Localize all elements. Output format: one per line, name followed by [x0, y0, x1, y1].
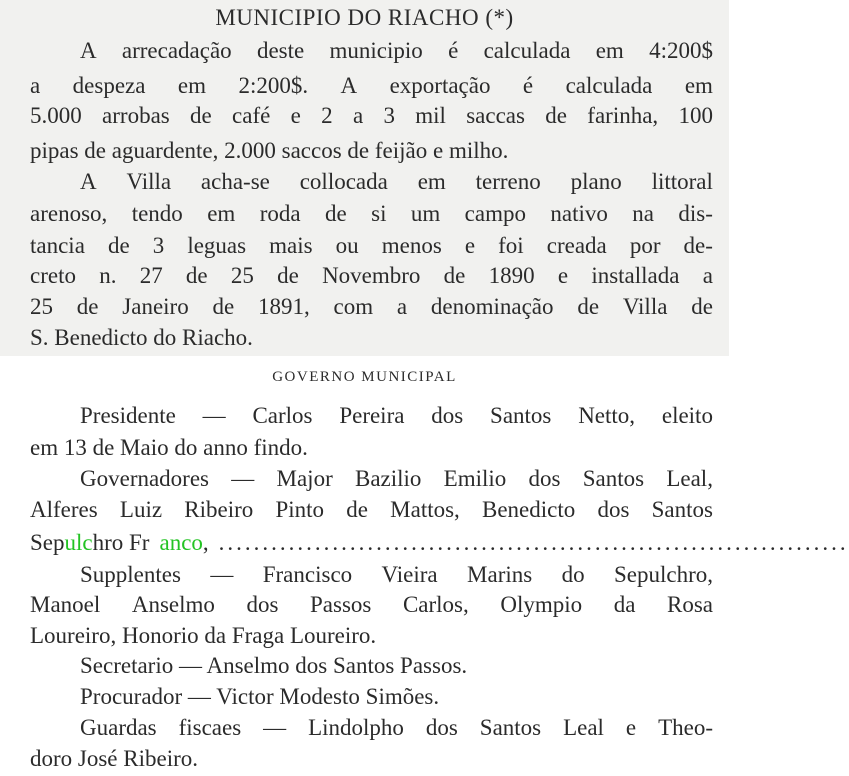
- word: Sepulchro,: [613, 562, 713, 587]
- word: 1890: [488, 263, 535, 288]
- word: Pinto: [275, 497, 325, 522]
- word: despeza: [72, 73, 146, 98]
- word: A: [80, 169, 97, 194]
- word: por: [629, 233, 661, 258]
- word: creto: [30, 263, 76, 288]
- word: saccas: [466, 103, 525, 128]
- word: Villa: [622, 294, 668, 319]
- word: a: [702, 263, 713, 288]
- word: exportação: [389, 73, 491, 98]
- word: installada: [591, 263, 680, 288]
- word: calculada: [565, 73, 653, 98]
- word: Passos: [310, 592, 372, 617]
- word: 2: [321, 103, 333, 128]
- word: de: [325, 201, 347, 226]
- word: em: [595, 38, 624, 63]
- word: é: [522, 73, 534, 98]
- word: Lindolpho: [308, 715, 404, 740]
- text-fragment: Sepulchro Fr anco,: [30, 530, 209, 555]
- word: Manoel: [30, 592, 101, 617]
- word: Leal: [563, 715, 604, 740]
- word: Supplentes: [80, 562, 181, 587]
- text-line: [80, 36, 713, 66]
- word: mil: [415, 103, 446, 128]
- text-line: [80, 713, 713, 743]
- word: Governadores: [80, 466, 210, 491]
- word: Benedicto: [482, 497, 576, 522]
- word: denominação: [430, 294, 554, 319]
- word: arenoso,: [30, 201, 108, 226]
- word: dos: [246, 592, 279, 617]
- word: 4:200$: [649, 38, 713, 63]
- text-line: S. Benedicto do Riacho.: [30, 325, 253, 350]
- word: Pereira: [339, 403, 405, 428]
- word: terreno: [475, 169, 541, 194]
- word: tancia: [30, 233, 85, 258]
- word: plano: [570, 169, 622, 194]
- word: —: [210, 562, 234, 587]
- word: arrobas: [102, 103, 170, 128]
- word: campo: [464, 201, 526, 226]
- word: A: [340, 73, 358, 98]
- word: Santos: [582, 466, 645, 491]
- word: eleito: [661, 403, 713, 428]
- word: e: [557, 263, 569, 288]
- word: em: [684, 73, 713, 98]
- green-mark: anco: [159, 530, 203, 555]
- word: —: [231, 466, 255, 491]
- word: acha-se: [200, 169, 270, 194]
- word: 3: [152, 233, 165, 258]
- word: A: [80, 38, 97, 63]
- word: a: [396, 294, 408, 319]
- word: Janeiro: [122, 294, 189, 319]
- word: de: [185, 263, 208, 288]
- word: em: [177, 73, 206, 98]
- word: Olympio: [500, 592, 583, 617]
- word: calculada: [483, 38, 571, 63]
- text-line: [80, 167, 713, 197]
- text-line: [30, 292, 713, 322]
- word: n.: [99, 263, 117, 288]
- word: dos: [431, 403, 464, 428]
- word: municipio: [329, 38, 423, 63]
- word: Novembro: [322, 263, 421, 288]
- word: —: [202, 403, 226, 428]
- word: 100: [678, 103, 713, 128]
- word: Rosa: [667, 592, 713, 617]
- word: farinha,: [587, 103, 659, 128]
- word: Carlos,: [402, 592, 469, 617]
- text-line: Loureiro, Honorio da Fraga Loureiro.: [30, 623, 377, 648]
- word: de-: [683, 233, 713, 258]
- word: dos: [528, 466, 561, 491]
- word: creada: [546, 233, 607, 258]
- word: fiscaes: [178, 715, 242, 740]
- text-line: [30, 261, 713, 291]
- word: Santos: [651, 497, 713, 522]
- word: Francisco: [262, 562, 353, 587]
- word: é: [448, 38, 459, 63]
- word: 27: [139, 263, 163, 288]
- section-heading: GOVERNO MUNICIPAL: [272, 369, 457, 385]
- word: Alferes: [30, 497, 98, 522]
- word: Presidente: [80, 403, 176, 428]
- word: em: [417, 169, 446, 194]
- word: dos: [425, 715, 458, 740]
- word: Vieira: [381, 562, 438, 587]
- word: Leal,: [666, 466, 713, 491]
- word: Emilio: [443, 466, 507, 491]
- word: littoral: [651, 169, 713, 194]
- word: de: [691, 294, 713, 319]
- word: 3: [383, 103, 395, 128]
- word: e: [464, 233, 476, 258]
- text-line-with-leader: [30, 528, 849, 558]
- green-mark: ulc: [64, 530, 93, 555]
- highlighted-text: [30, 528, 209, 558]
- word: de: [212, 294, 235, 319]
- word: e: [290, 103, 301, 128]
- text-line: Procurador — Victor Modesto Simões.: [80, 684, 440, 709]
- text-line: [80, 401, 713, 431]
- word: 2:200$.: [238, 73, 309, 98]
- word: Marins: [467, 562, 533, 587]
- word: em: [207, 201, 236, 226]
- word: de: [190, 103, 212, 128]
- word: de: [76, 294, 99, 319]
- word: menos: [381, 233, 442, 258]
- word: mais: [269, 233, 313, 258]
- word: —: [263, 715, 287, 740]
- text-line: pipas de aguardente, 2.000 saccos de feijão e milho.: [30, 138, 509, 163]
- word: Anselmo: [131, 592, 215, 617]
- text-line: [30, 231, 713, 261]
- word: a: [30, 73, 41, 98]
- word: Santos: [490, 403, 552, 428]
- word: do: [561, 562, 585, 587]
- text-line: [80, 464, 713, 494]
- word: a: [352, 103, 364, 128]
- text-line: [30, 71, 713, 101]
- word: e: [625, 715, 637, 740]
- text-line: [30, 199, 713, 229]
- text-line: em 13 de Maio do anno findo.: [30, 435, 308, 460]
- word: deste: [256, 38, 305, 63]
- text-line: doro José Ribeiro.: [30, 746, 199, 771]
- word: leguas: [187, 233, 247, 258]
- word: arrecadação: [121, 38, 232, 63]
- word: Bazilio: [354, 466, 422, 491]
- document-title: MUNICIPIO DO RIACHO (*): [215, 5, 514, 30]
- word: de: [545, 103, 567, 128]
- text-line: Secretario — Anselmo dos Santos Passos.: [80, 653, 468, 678]
- word: ou: [335, 233, 359, 258]
- word: Mattos,: [390, 497, 460, 522]
- word: collocada: [299, 169, 388, 194]
- word: 25: [230, 263, 254, 288]
- word: de: [107, 233, 130, 258]
- word: dos: [597, 497, 630, 522]
- word: Santos: [479, 715, 542, 740]
- word: de: [443, 263, 466, 288]
- word: roda: [259, 201, 301, 226]
- word: dis-: [678, 201, 713, 226]
- word: tendo: [131, 201, 183, 226]
- word: Guardas: [80, 715, 157, 740]
- word: Major: [276, 466, 333, 491]
- word: si: [371, 201, 387, 226]
- word: de: [346, 497, 368, 522]
- word: 25: [30, 294, 53, 319]
- word: de: [577, 294, 600, 319]
- word: 5.000: [30, 103, 82, 128]
- word: da: [613, 592, 636, 617]
- text-line: [80, 560, 713, 590]
- text-line: [30, 101, 713, 131]
- word: Luiz: [119, 497, 163, 522]
- text-line: [30, 495, 713, 525]
- word: Ribeiro: [184, 497, 254, 522]
- word: café: [232, 103, 271, 128]
- word: Carlos: [252, 403, 313, 428]
- word: na: [632, 201, 655, 226]
- word: foi: [498, 233, 524, 258]
- word: Villa: [126, 169, 172, 194]
- word: nativo: [550, 201, 608, 226]
- word: um: [410, 201, 441, 226]
- word: 1891,: [257, 294, 310, 319]
- word: de: [277, 263, 299, 288]
- leader-dots: ........................................................................: [218, 530, 849, 555]
- word: Theo-: [658, 715, 713, 740]
- word: Netto,: [578, 403, 636, 428]
- word: com: [333, 294, 374, 319]
- text-line: [30, 590, 713, 620]
